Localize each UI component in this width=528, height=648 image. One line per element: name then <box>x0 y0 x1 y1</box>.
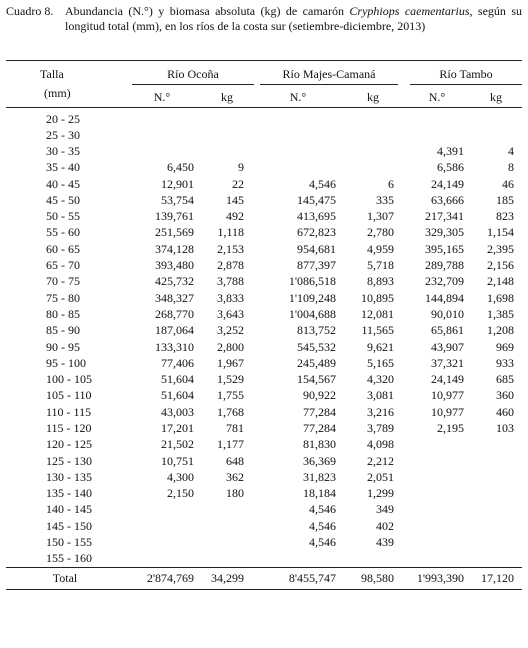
cell-majes-n: 4,546 <box>309 518 336 533</box>
cell-ocona-n: 51,604 <box>161 388 194 403</box>
cell-majes-n: 813,752 <box>297 323 336 338</box>
table-row <box>6 274 522 290</box>
cell-tambo-kg: 4 <box>508 143 514 158</box>
cell-ocona-n: 187,064 <box>155 323 194 338</box>
cell-majes-kg: 2,212 <box>367 453 394 468</box>
cell-majes-kg: 5,165 <box>367 355 394 370</box>
cell-majes-n: 245,489 <box>297 355 336 370</box>
cell-majes-n: 413,695 <box>297 209 336 224</box>
cell-ocona-n: 4,300 <box>167 469 194 484</box>
cell-tambo-n: 2,195 <box>437 420 464 435</box>
cell-ocona-n: 12,901 <box>161 176 194 191</box>
cell-talla: 60 - 65 <box>46 241 80 256</box>
table-row <box>6 143 522 159</box>
cell-tambo-n: 217,341 <box>425 209 464 224</box>
cell-tambo-n: 10,977 <box>431 404 464 419</box>
cell-majes-n: 954,681 <box>297 241 336 256</box>
cell-tambo-kg: 933 <box>496 355 514 370</box>
cell-talla: 45 - 50 <box>46 192 80 207</box>
cell-tambo-n: 232,709 <box>425 274 464 289</box>
cell-majes-n: 1'109,248 <box>288 290 336 305</box>
cell-talla: 35 - 40 <box>46 160 80 175</box>
cell-majes-n: 4,546 <box>309 176 336 191</box>
cell-majes-n: 1'004,688 <box>288 306 336 321</box>
cell-talla: 135 - 140 <box>46 486 92 501</box>
cell-tambo-kg <box>470 518 522 534</box>
cell-tambo-kg: 1,154 <box>487 225 514 240</box>
cell-ocona-n: 21,502 <box>161 437 194 452</box>
cell-majes-kg: 335 <box>376 192 394 207</box>
cell-ocona-n: 251,569 <box>155 225 194 240</box>
cell-tambo-n: 289,788 <box>425 258 464 273</box>
table-row <box>6 518 522 534</box>
cell-majes-kg: 3,081 <box>367 388 394 403</box>
total-label: Total <box>6 567 124 589</box>
total-majes-kg: 98,580 <box>342 567 404 589</box>
sub-header-tambo-kg: kg <box>490 89 502 104</box>
cell-tambo-kg <box>470 437 522 453</box>
cell-talla: 140 - 145 <box>46 502 92 517</box>
cell-tambo-kg: 460 <box>496 404 514 419</box>
cell-majes-kg: 349 <box>376 502 394 517</box>
table-row <box>6 241 522 257</box>
cell-ocona-kg: 22 <box>232 176 244 191</box>
cell-ocona-n <box>124 127 200 143</box>
sub-header-ocona-n: N.° <box>153 89 171 104</box>
cell-tambo-kg <box>470 502 522 518</box>
cell-majes-kg: 2,051 <box>367 469 394 484</box>
cell-talla: 120 - 125 <box>46 437 92 452</box>
cell-tambo-kg: 360 <box>496 388 514 403</box>
cell-majes-kg: 439 <box>376 535 394 550</box>
cell-tambo-kg: 46 <box>502 176 514 191</box>
cell-ocona-kg: 492 <box>226 209 244 224</box>
cell-ocona-kg <box>200 502 254 518</box>
cell-talla: 150 - 155 <box>46 535 92 550</box>
cell-tambo-kg: 685 <box>496 372 514 387</box>
cell-talla: 125 - 130 <box>46 453 92 468</box>
cell-majes-n: 81,830 <box>303 437 336 452</box>
cell-tambo-n: 65,861 <box>431 323 464 338</box>
cell-ocona-n: 268,770 <box>155 306 194 321</box>
cell-tambo-kg: 2,148 <box>487 274 514 289</box>
table-row <box>6 355 522 371</box>
cell-majes-n <box>254 127 342 143</box>
cell-ocona-n: 374,128 <box>155 241 194 256</box>
cell-tambo-n: 90,010 <box>431 306 464 321</box>
cell-talla: 105 - 110 <box>46 388 92 403</box>
cell-tambo-n: 24,149 <box>431 176 464 191</box>
cell-ocona-kg: 3,252 <box>217 323 244 338</box>
cell-talla: 100 - 105 <box>46 372 92 387</box>
cell-talla: 20 - 25 <box>46 112 80 126</box>
cell-ocona-kg <box>200 551 254 567</box>
caption-label: Cuadro 8. <box>6 4 54 18</box>
cell-talla: 65 - 70 <box>46 258 80 273</box>
cell-majes-kg: 4,320 <box>367 372 394 387</box>
cell-ocona-n: 393,480 <box>155 258 194 273</box>
cell-ocona-kg <box>200 518 254 534</box>
talla-header-line1: Talla <box>40 67 64 81</box>
table-row <box>6 160 522 176</box>
table-row <box>6 371 522 387</box>
table-row <box>6 257 522 273</box>
cell-majes-n: 4,546 <box>309 535 336 550</box>
cell-ocona-n: 425,732 <box>155 274 194 289</box>
cell-majes-kg: 3,216 <box>367 404 394 419</box>
cell-tambo-kg <box>470 534 522 550</box>
cell-ocona-n: 77,406 <box>161 355 194 370</box>
abundance-table <box>6 60 522 590</box>
cell-ocona-kg: 781 <box>226 420 244 435</box>
cell-majes-n <box>254 551 342 567</box>
cell-majes-kg: 11,565 <box>361 323 394 338</box>
table-row <box>6 404 522 420</box>
cell-majes-kg: 9,621 <box>367 339 394 354</box>
table-row <box>6 486 522 502</box>
cell-ocona-n <box>124 534 200 550</box>
table-body <box>6 108 522 568</box>
cell-ocona-kg: 1,755 <box>217 388 244 403</box>
total-tambo-n: 1'993,390 <box>404 567 470 589</box>
cell-ocona-kg <box>200 534 254 550</box>
cell-tambo-n: 329,305 <box>425 225 464 240</box>
cell-majes-kg: 402 <box>376 518 394 533</box>
cell-talla: 85 - 90 <box>46 323 80 338</box>
cell-talla: 50 - 55 <box>46 209 80 224</box>
cell-ocona-kg: 2,878 <box>217 258 244 273</box>
cell-majes-kg <box>342 127 404 143</box>
table-row <box>6 551 522 567</box>
cell-talla: 95 - 100 <box>46 355 86 370</box>
cell-ocona-n: 43,003 <box>161 404 194 419</box>
cell-ocona-kg: 2,800 <box>217 339 244 354</box>
cell-ocona-kg: 1,768 <box>217 404 244 419</box>
cell-tambo-kg: 1,698 <box>487 290 514 305</box>
table-row <box>6 469 522 485</box>
table-row <box>6 225 522 241</box>
cell-majes-n: 154,567 <box>297 372 336 387</box>
cell-majes-kg: 10,895 <box>361 290 394 305</box>
table-row <box>6 290 522 306</box>
cell-tambo-kg: 1,208 <box>487 323 514 338</box>
cell-majes-n: 90,922 <box>303 388 336 403</box>
cell-tambo-n: 144,894 <box>425 290 464 305</box>
cell-majes-n: 77,284 <box>303 404 336 419</box>
cell-ocona-n: 51,604 <box>161 372 194 387</box>
cell-tambo-n <box>404 469 470 485</box>
group-header-tambo: Río Tambo <box>404 61 522 88</box>
talla-header-line2: (mm) <box>44 86 71 100</box>
sub-header-majes-n: N.° <box>289 89 307 104</box>
cell-ocona-kg: 3,643 <box>217 306 244 321</box>
cell-majes-kg: 12,081 <box>361 306 394 321</box>
total-tambo-kg: 17,120 <box>470 567 522 589</box>
cell-talla: 90 - 95 <box>46 339 80 354</box>
cell-tambo-kg: 103 <box>496 420 514 435</box>
cell-ocona-kg <box>200 127 254 143</box>
cell-tambo-n <box>404 486 470 502</box>
cell-tambo-n <box>404 551 470 567</box>
total-majes-n: 8'455,747 <box>254 567 342 589</box>
table-row <box>6 502 522 518</box>
cell-majes-n <box>254 160 342 176</box>
sub-header-majes-kg: kg <box>367 89 379 104</box>
cell-tambo-n <box>404 534 470 550</box>
cell-tambo-kg <box>470 486 522 502</box>
cell-tambo-n: 37,321 <box>431 355 464 370</box>
cell-ocona-n: 2,150 <box>167 486 194 501</box>
cell-talla: 70 - 75 <box>46 274 80 289</box>
cell-majes-kg <box>342 108 404 128</box>
cell-majes-n: 545,532 <box>297 339 336 354</box>
cell-tambo-n <box>404 453 470 469</box>
cell-tambo-n: 43,907 <box>431 339 464 354</box>
cell-tambo-kg <box>470 127 522 143</box>
cell-majes-n: 877,397 <box>297 258 336 273</box>
cell-majes-kg: 1,299 <box>367 486 394 501</box>
cell-majes-kg <box>342 551 404 567</box>
cell-tambo-n <box>404 108 470 128</box>
cell-ocona-n: 17,201 <box>161 420 194 435</box>
table-row <box>6 534 522 550</box>
cell-talla: 115 - 120 <box>46 420 92 435</box>
cell-majes-kg: 5,718 <box>367 258 394 273</box>
caption-text-before: Abundancia (N.°) y biomasa absoluta (kg) de camarón <box>65 4 350 18</box>
cell-talla: 55 - 60 <box>46 225 80 240</box>
cell-tambo-n: 63,666 <box>431 192 464 207</box>
cell-talla: 40 - 45 <box>46 176 80 191</box>
cell-tambo-n <box>404 127 470 143</box>
cell-majes-kg: 4,959 <box>367 241 394 256</box>
cell-ocona-kg: 1,177 <box>217 437 244 452</box>
total-row <box>6 567 522 589</box>
cell-tambo-kg: 2,156 <box>487 258 514 273</box>
cell-ocona-kg: 3,833 <box>217 290 244 305</box>
cell-ocona-kg: 648 <box>226 453 244 468</box>
group-header-majes-camana: Río Majes-Camaná <box>254 61 404 88</box>
cell-talla: 155 - 160 <box>46 551 92 566</box>
caption-species: Cryphiops caementarius <box>349 4 470 18</box>
cell-majes-n: 36,369 <box>303 453 336 468</box>
cell-tambo-n <box>404 518 470 534</box>
cell-tambo-n: 24,149 <box>431 372 464 387</box>
cell-majes-kg: 1,307 <box>367 209 394 224</box>
caption-text <box>65 4 522 34</box>
cell-ocona-kg: 3,788 <box>217 274 244 289</box>
table-row <box>6 453 522 469</box>
table-row <box>6 323 522 339</box>
sub-header-ocona-kg: kg <box>221 89 233 104</box>
cell-ocona-kg <box>200 143 254 159</box>
cell-majes-kg: 4,098 <box>367 437 394 452</box>
cell-ocona-kg: 362 <box>226 469 244 484</box>
cell-talla: 110 - 115 <box>46 404 92 419</box>
cell-majes-n: 18,184 <box>303 486 336 501</box>
cell-ocona-kg <box>200 108 254 128</box>
cell-tambo-kg: 185 <box>496 192 514 207</box>
cell-ocona-n <box>124 518 200 534</box>
cell-majes-n <box>254 143 342 159</box>
cell-tambo-kg: 1,385 <box>487 306 514 321</box>
cell-majes-kg: 3,789 <box>367 420 394 435</box>
cell-talla: 80 - 85 <box>46 306 80 321</box>
cell-majes-n: 1'086,518 <box>288 274 336 289</box>
cell-majes-n: 77,284 <box>303 420 336 435</box>
cell-ocona-n: 133,310 <box>155 339 194 354</box>
cell-majes-n: 31,823 <box>303 469 336 484</box>
cell-ocona-n <box>124 108 200 128</box>
cell-ocona-n <box>124 502 200 518</box>
cell-ocona-kg: 9 <box>238 160 244 175</box>
cell-majes-kg <box>342 160 404 176</box>
cell-majes-n: 145,475 <box>297 192 336 207</box>
table-row <box>6 306 522 322</box>
sub-header-tambo-n: N.° <box>428 89 446 104</box>
cell-ocona-kg: 1,967 <box>217 355 244 370</box>
cell-ocona-n <box>124 551 200 567</box>
cell-ocona-kg: 2,153 <box>217 241 244 256</box>
cell-ocona-n: 53,754 <box>161 192 194 207</box>
cell-majes-n: 672,823 <box>297 225 336 240</box>
cell-tambo-kg <box>470 469 522 485</box>
table-row <box>6 176 522 192</box>
cell-tambo-kg: 823 <box>496 209 514 224</box>
cell-talla: 30 - 35 <box>46 143 80 158</box>
cell-talla: 25 - 30 <box>46 127 80 142</box>
cell-tambo-n <box>404 437 470 453</box>
cell-ocona-n: 10,751 <box>161 453 194 468</box>
cell-tambo-kg: 8 <box>508 160 514 175</box>
total-ocona-kg: 34,299 <box>200 567 254 589</box>
cell-ocona-n: 6,450 <box>167 160 194 175</box>
cell-tambo-n <box>404 502 470 518</box>
table-row <box>6 388 522 404</box>
cell-tambo-kg <box>470 453 522 469</box>
cell-ocona-kg: 1,529 <box>217 372 244 387</box>
total-ocona-n: 2'874,769 <box>124 567 200 589</box>
caption-text-after: , según su longitud total (mm), en los ríos de la costa sur (setiembre-diciembre, 2013) <box>65 4 523 33</box>
cell-ocona-kg: 145 <box>226 192 244 207</box>
table-row <box>6 339 522 355</box>
table-row <box>6 420 522 436</box>
cell-majes-kg <box>342 143 404 159</box>
cell-tambo-n: 6,586 <box>437 160 464 175</box>
cell-majes-kg: 2,780 <box>367 225 394 240</box>
cell-tambo-n: 10,977 <box>431 388 464 403</box>
cell-tambo-kg <box>470 108 522 128</box>
cell-tambo-n: 4,391 <box>437 143 464 158</box>
cell-talla: 130 - 135 <box>46 469 92 484</box>
cell-majes-n <box>254 108 342 128</box>
table-row <box>6 108 522 128</box>
group-header-ocona: Río Ocoña <box>124 61 254 88</box>
cell-majes-kg: 8,893 <box>367 274 394 289</box>
cell-majes-n: 4,546 <box>309 502 336 517</box>
cell-ocona-kg: 1,118 <box>217 225 244 240</box>
table-row <box>6 127 522 143</box>
table-row <box>6 192 522 208</box>
cell-ocona-n: 139,761 <box>155 209 194 224</box>
cell-tambo-n: 395,165 <box>425 241 464 256</box>
cell-majes-kg: 6 <box>388 176 394 191</box>
cell-tambo-kg <box>470 551 522 567</box>
cell-ocona-kg: 180 <box>226 486 244 501</box>
talla-header <box>6 61 124 108</box>
table-row <box>6 437 522 453</box>
cell-tambo-kg: 969 <box>496 339 514 354</box>
cell-ocona-n: 348,327 <box>155 290 194 305</box>
cell-tambo-kg: 2,395 <box>487 241 514 256</box>
cell-ocona-n <box>124 143 200 159</box>
cell-talla: 145 - 150 <box>46 518 92 533</box>
cell-talla: 75 - 80 <box>46 290 80 305</box>
table-row <box>6 208 522 224</box>
